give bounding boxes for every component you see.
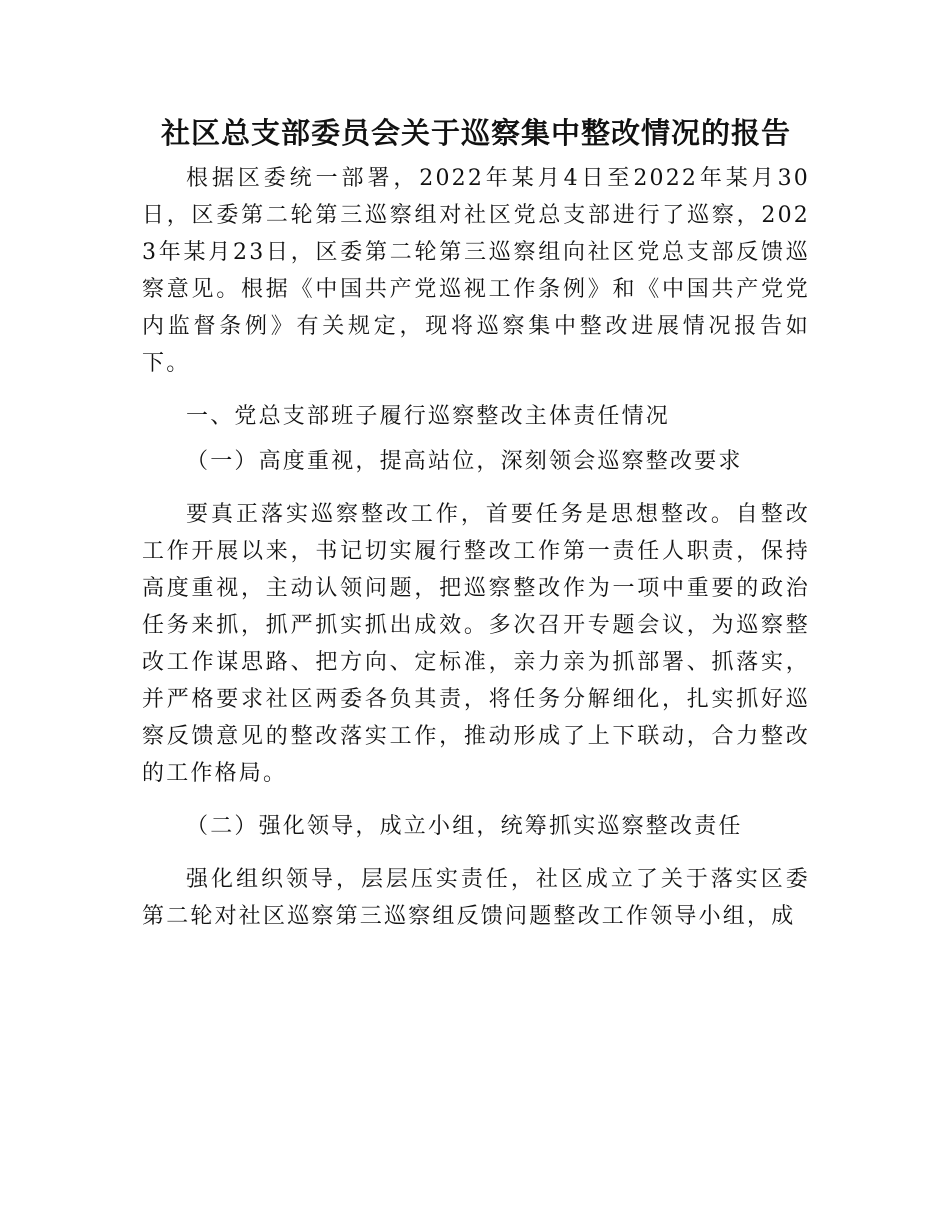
subsection-heading-2: （二）强化领导，成立小组，统筹抓实巡察整改责任 [186, 814, 743, 839]
section-heading-1: 一、党总支部班子履行巡察整改主体责任情况 [186, 404, 671, 429]
body-paragraph-1: 要真正落实巡察整改工作，首要任务是思想整改。自整改工作开展以来，书记切实履行整改工作第一责任人职责，保持高度重视，主动认领问题，把巡察整改作为一项中重要的政治任务来抓，抓严抓实抓出成效。多次召开专题会议，为巡察整改工作谋思路、把方向、定标准，亲力亲为抓部署、抓落实，并严格要求社区两委各负其责，将任务分解细化，扎实抓好巡察反馈意见的整改落实工作，推动形成了上下联动，合力整改的工作格局。 [142, 502, 810, 786]
document-body [142, 112, 810, 935]
subsection-heading-1: （一）高度重视，提高站位，深刻领会巡察整改要求 [186, 449, 743, 474]
document-title: 社区总支部委员会关于巡察集中整改情况的报告 [160, 116, 791, 150]
body-paragraph-2: 强化组织领导，层层压实责任，社区成立了关于落实区委第二轮对社区巡察第三巡察组反馈问题整改工作领导小组，成 [142, 867, 810, 929]
intro-paragraph: 根据区委统一部署，2022年某月4日至2022年某月30日，区委第二轮第三巡察组对社区党总支部进行了巡察，2023年某月23日，区委第二轮第三巡察组向社区党总支部反馈巡察意见。根据《中国共产党巡视工作条例》和《中国共产党党内监督条例》有关规定，现将巡察集中整改进展情况报告如下。 [142, 166, 810, 376]
